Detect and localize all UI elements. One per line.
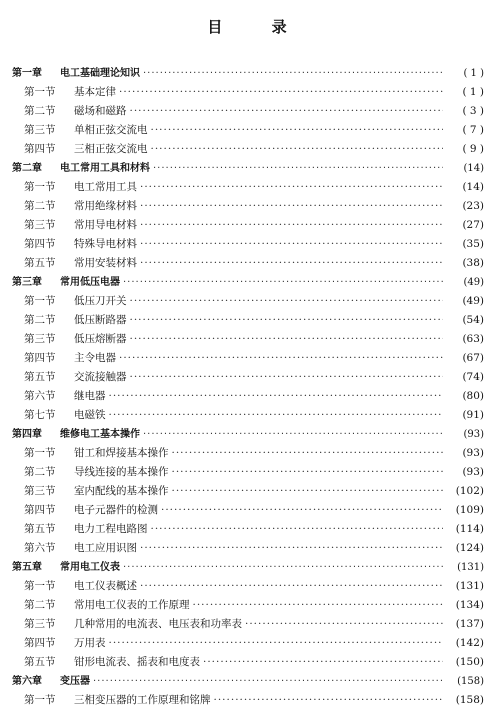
toc-entry-title: 常用低压电器 <box>60 277 120 288</box>
toc-entry-title: 电工常用工具和材料 <box>60 163 150 174</box>
toc-entry-title: 常用导电材料 <box>74 219 137 231</box>
toc-section-row <box>12 520 484 539</box>
toc-entry-title: 交流接触器 <box>74 371 127 383</box>
toc-section-row <box>12 292 484 311</box>
toc-leader-dots <box>93 672 443 691</box>
toc-entry-number: 第六节 <box>24 390 56 402</box>
toc-entry-title: 导线连接的基本操作 <box>74 466 169 478</box>
toc-section-row <box>12 463 484 482</box>
toc-leader-dots <box>109 406 444 425</box>
toc-entry-number: 第三节 <box>24 124 56 136</box>
toc-entry-number: 第五节 <box>24 257 56 269</box>
toc-entry-title: 电工仪表概述 <box>74 580 137 592</box>
toc-entry-number: 第三节 <box>24 485 56 497</box>
toc-entry-title: 三相正弦交流电 <box>74 143 148 155</box>
toc-page-number: (93) <box>462 447 484 459</box>
toc-entry-number: 第二节 <box>24 105 56 117</box>
toc-entry-title: 主令电器 <box>74 352 116 364</box>
toc-leader-dots <box>130 102 444 121</box>
toc-entry-number: 第四节 <box>24 143 56 155</box>
toc-entry-title: 基本定律 <box>74 86 116 98</box>
toc-page-number: (23) <box>462 200 484 212</box>
toc-leader-dots <box>140 539 443 558</box>
toc-page-number: (14) <box>463 163 484 174</box>
toc-leader-dots <box>109 634 444 653</box>
toc-page-number: (93) <box>463 429 484 440</box>
toc-page-number: (150) <box>455 656 484 668</box>
toc-leader-dots <box>245 615 443 634</box>
toc-leader-dots <box>140 235 443 254</box>
toc-page-number: (54) <box>462 314 484 326</box>
toc-section-row <box>12 311 484 330</box>
toc-section-row <box>12 83 484 102</box>
toc-page-number: (38) <box>462 257 484 269</box>
toc-entry-number: 第六章 <box>12 676 42 687</box>
toc-leader-dots <box>130 330 444 349</box>
toc-section-row <box>12 197 484 216</box>
toc-entry-title: 低压断路器 <box>74 314 127 326</box>
toc-entry-number: 第一章 <box>12 68 42 79</box>
toc-section-row <box>12 178 484 197</box>
toc-entry-number: 第四节 <box>24 504 56 516</box>
toc-page-number: (142) <box>455 637 484 649</box>
toc-entry-number: 第三节 <box>24 219 56 231</box>
toc-entry-title: 钳形电流表、摇表和电度表 <box>74 656 200 668</box>
toc-page-number: (67) <box>462 352 484 364</box>
toc-section-row <box>12 539 484 558</box>
toc-entry-title: 电工应用识图 <box>74 542 137 554</box>
toc-entry-title: 常用电工仪表 <box>60 562 120 573</box>
toc-leader-dots <box>140 216 443 235</box>
toc-section-row <box>12 634 484 653</box>
toc-entry-number: 第五节 <box>24 656 56 668</box>
toc-page-number: (35) <box>462 238 484 250</box>
toc-leader-dots <box>130 292 444 311</box>
toc-page-number: (14) <box>462 181 484 193</box>
toc-leader-dots <box>203 653 443 672</box>
toc-section-row <box>12 102 484 121</box>
toc-entry-title: 电子元器件的检测 <box>74 504 158 516</box>
toc-page-number: (80) <box>462 390 484 402</box>
toc-entry-number: 第三节 <box>24 618 56 630</box>
toc-entry-number: 第一节 <box>24 295 56 307</box>
toc-entry-number: 第七节 <box>24 409 56 421</box>
toc-leader-dots <box>130 368 444 387</box>
toc-section-row <box>12 349 484 368</box>
toc-entry-title: 三相变压器的工作原理和铭牌 <box>74 694 211 706</box>
toc-page-number: (114) <box>455 523 484 535</box>
toc-page-number: (91) <box>462 409 484 421</box>
toc-entry-title: 室内配线的基本操作 <box>74 485 169 497</box>
toc-section-row <box>12 254 484 273</box>
toc-section-row <box>12 615 484 634</box>
toc-leader-dots <box>109 387 444 406</box>
toc-entry-title: 常用电工仪表的工作原理 <box>74 599 190 611</box>
toc-entry-title: 几种常用的电流表、电压表和功率表 <box>74 618 242 630</box>
toc-entry-number: 第三节 <box>24 333 56 345</box>
toc-leader-dots <box>140 577 443 596</box>
toc-page-number: (49) <box>463 277 484 288</box>
table-of-contents <box>12 64 484 710</box>
toc-entry-number: 第一节 <box>24 694 56 706</box>
toc-entry-number: 第二节 <box>24 466 56 478</box>
toc-entry-title: 磁场和磁路 <box>74 105 127 117</box>
toc-section-row <box>12 444 484 463</box>
toc-leader-dots <box>143 64 443 83</box>
toc-leader-dots <box>123 273 443 292</box>
toc-section-row <box>12 691 484 710</box>
toc-entry-number: 第五节 <box>24 523 56 535</box>
toc-leader-dots <box>140 178 443 197</box>
toc-entry-number: 第六节 <box>24 542 56 554</box>
toc-leader-dots <box>130 311 444 330</box>
toc-entry-title: 低压刀开关 <box>74 295 127 307</box>
toc-page-number: ( 3 ) <box>462 105 484 117</box>
toc-entry-number: 第三章 <box>12 277 42 288</box>
toc-entry-title: 变压器 <box>60 676 90 687</box>
toc-section-row <box>12 330 484 349</box>
toc-section-row <box>12 577 484 596</box>
toc-page-number: (109) <box>455 504 484 516</box>
toc-entry-number: 第五节 <box>24 371 56 383</box>
toc-page-number: (124) <box>455 542 484 554</box>
toc-leader-dots <box>153 159 443 178</box>
toc-chapter-row <box>12 425 484 444</box>
toc-leader-dots <box>172 482 444 501</box>
toc-entry-number: 第五章 <box>12 562 42 573</box>
toc-leader-dots <box>140 254 443 273</box>
toc-page-number: (27) <box>462 219 484 231</box>
toc-entry-number: 第四节 <box>24 352 56 364</box>
toc-page-number: (158) <box>455 694 484 706</box>
toc-leader-dots <box>214 691 444 710</box>
toc-entry-title: 特殊导电材料 <box>74 238 137 250</box>
toc-page-number: (131) <box>457 562 484 573</box>
toc-entry-number: 第一节 <box>24 86 56 98</box>
toc-entry-title: 钳工和焊接基本操作 <box>74 447 169 459</box>
toc-section-row <box>12 368 484 387</box>
toc-section-row <box>12 235 484 254</box>
toc-section-row <box>12 653 484 672</box>
toc-page-number: (137) <box>455 618 484 630</box>
toc-leader-dots <box>193 596 444 615</box>
toc-page-number: ( 1 ) <box>463 68 484 79</box>
toc-chapter-row <box>12 159 484 178</box>
toc-leader-dots <box>123 558 443 577</box>
toc-page-number: (74) <box>462 371 484 383</box>
toc-entry-number: 第二节 <box>24 200 56 212</box>
toc-entry-number: 第四节 <box>24 637 56 649</box>
toc-page-number: (134) <box>455 599 484 611</box>
toc-section-row <box>12 387 484 406</box>
page-title: 目 录 <box>207 18 309 36</box>
toc-entry-title: 常用绝缘材料 <box>74 200 137 212</box>
toc-entry-number: 第二章 <box>12 163 42 174</box>
toc-leader-dots <box>119 83 443 102</box>
toc-entry-number: 第一节 <box>24 580 56 592</box>
toc-section-row <box>12 216 484 235</box>
toc-entry-number: 第四章 <box>12 429 42 440</box>
toc-entry-title: 继电器 <box>74 390 106 402</box>
toc-section-row <box>12 482 484 501</box>
toc-section-row <box>12 406 484 425</box>
toc-entry-title: 电工常用工具 <box>74 181 137 193</box>
toc-entry-title: 电磁铁 <box>74 409 106 421</box>
toc-page-number: (158) <box>457 676 484 687</box>
toc-entry-title: 维修电工基本操作 <box>60 429 140 440</box>
toc-leader-dots <box>172 463 444 482</box>
toc-section-row <box>12 596 484 615</box>
toc-entry-title: 电工基础理论知识 <box>60 68 140 79</box>
toc-entry-number: 第一节 <box>24 447 56 459</box>
toc-section-row <box>12 140 484 159</box>
toc-page-number: (131) <box>455 580 484 592</box>
toc-section-row <box>12 501 484 520</box>
toc-entry-title: 单相正弦交流电 <box>74 124 148 136</box>
toc-chapter-row <box>12 64 484 83</box>
toc-page-number: (63) <box>462 333 484 345</box>
toc-leader-dots <box>172 444 444 463</box>
toc-page-number: (102) <box>455 485 484 497</box>
toc-page-number: (49) <box>462 295 484 307</box>
toc-page-number: ( 1 ) <box>462 86 484 98</box>
toc-entry-title: 低压熔断器 <box>74 333 127 345</box>
toc-leader-dots <box>161 501 443 520</box>
toc-leader-dots <box>143 425 443 444</box>
toc-entry-number: 第一节 <box>24 181 56 193</box>
toc-page-number: ( 7 ) <box>462 124 484 136</box>
toc-chapter-row <box>12 558 484 577</box>
toc-section-row <box>12 121 484 140</box>
toc-entry-number: 第二节 <box>24 314 56 326</box>
toc-entry-title: 常用安装材料 <box>74 257 137 269</box>
toc-entry-number: 第二节 <box>24 599 56 611</box>
toc-page-number: (93) <box>462 466 484 478</box>
toc-leader-dots <box>151 140 444 159</box>
toc-chapter-row <box>12 672 484 691</box>
toc-leader-dots <box>140 197 443 216</box>
toc-entry-title: 电力工程电路图 <box>74 523 148 535</box>
toc-leader-dots <box>119 349 443 368</box>
toc-entry-title: 万用表 <box>74 637 106 649</box>
toc-leader-dots <box>151 520 444 539</box>
toc-entry-number: 第四节 <box>24 238 56 250</box>
toc-chapter-row <box>12 273 484 292</box>
toc-leader-dots <box>151 121 444 140</box>
toc-page-number: ( 9 ) <box>462 143 484 155</box>
